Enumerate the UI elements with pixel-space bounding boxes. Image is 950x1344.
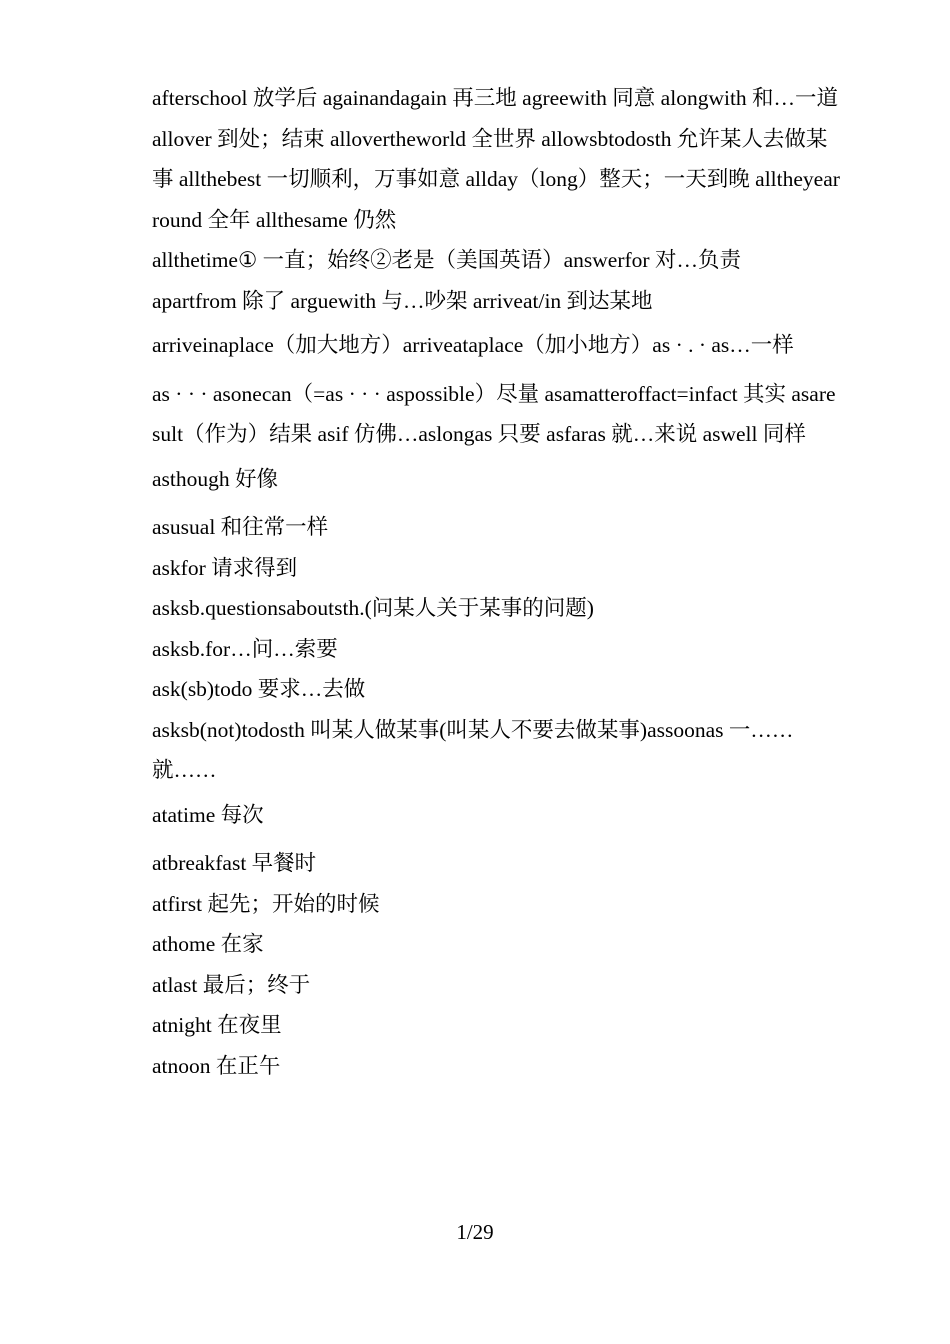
paragraph-at-a-time: atatime 每次 (152, 802, 264, 827)
paragraph-at-night: atnight 在夜里 (152, 1013, 282, 1037)
page-number: 1/29 (456, 1220, 494, 1244)
paragraph-ask-sb-for: asksb.for…问…索要 (152, 636, 338, 661)
paragraph-ask-todo: ask(sb)todo 要求…去做 (152, 677, 366, 701)
paragraph-as-usual: asusual 和往常一样 (152, 515, 329, 539)
paragraph-ask-for: askfor 请求得到 (152, 555, 298, 580)
paragraph-at-home: athome 在家 (152, 932, 264, 956)
paragraph-as-one-can: as · · · asonecan（=as · · · aspossible）尽量 asamatteroffact=infact 其实 asaresult（作为）结果 asif 仿佛…aslongas 只要 asfaras 就…来说 aswell 同样 (152, 381, 836, 446)
paragraph-ask-not-todo: asksb(not)todosth 叫某人做某事(叫某人不要去做某事)assoonas 一……就…… (152, 717, 794, 782)
paragraph-apart-from: apartfrom 除了 arguewith 与…吵架 arriveat/in 到达某地 (152, 288, 653, 313)
paragraph-all-the-time: allthetime① 一直；始终②老是（美国英语）answerfor 对…负责 (152, 248, 741, 272)
paragraph-as-though: asthough 好像 (152, 466, 279, 491)
paragraph-at-noon: atnoon 在正午 (152, 1053, 281, 1078)
document-body (152, 78, 842, 1086)
paragraph-at-breakfast: atbreakfast 早餐时 (152, 851, 317, 875)
paragraph-at-first: atfirst 起先；开始的时候 (152, 891, 380, 916)
paragraph-phrases-after-school: afterschool 放学后 againandagain 再三地 agreewith 同意 alongwith 和…一道 allover 到处；结束 allovertheworld 全世界 allowsbtodosth 允许某人去做某事 allthebest 一切顺利，万事如意 allday（long）整天；一天到晚 alltheyearround 全年 allthesame 仍然 (152, 86, 840, 232)
paragraph-arrive-in: arriveinaplace（加大地方）arriveataplace（加小地方）as · . · as…一样 (152, 333, 794, 357)
paragraph-ask-questions: asksb.questionsaboutsth.(问某人关于某事的问题) (152, 596, 594, 620)
paragraph-at-last: atlast 最后；终于 (152, 972, 311, 997)
